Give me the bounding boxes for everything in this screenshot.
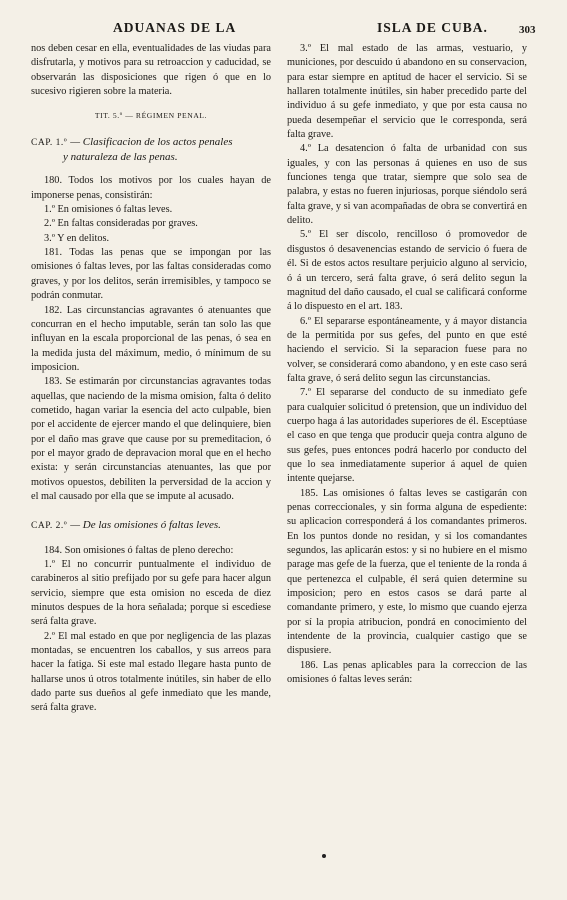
left-column	[31, 42, 271, 716]
article-182: 182. Las circunstancias agravantes ó atenuantes que concurran en el hecho imputable, serán tan solo las que influyan en la escala proporcional de las penas, ó sea en la medida justa del máximum, medio, ó mínimum de su imposicion.	[31, 304, 271, 373]
chapter-2-title: — De las omisiones ó faltas leves.	[70, 519, 221, 532]
chapter-1-title-line2: y naturaleza de las penas.	[63, 151, 178, 164]
chapter-2-heading	[31, 518, 271, 533]
chapter-1-title-line1: — Clasificacion de los actos penales	[70, 135, 233, 148]
chapter-2-label: CAP. 2.º	[31, 521, 68, 532]
article-180-item-3: 3.º Y en delitos.	[44, 232, 110, 244]
article-184-item-2: 2.º El mal estado en que por negligencia de las plazas montadas, se encuentren los caballos, y sus arreos para hacer la fatiga. Si este mal estado llegare hasta punto de hallarse unos ú otros totalmente inútiles, sin haber de ello dado parte sus dueños al gefe inmediato que les mande, será falta grave.	[31, 630, 271, 714]
article-181: 181. Todas las penas que se impongan por las omisiones ó faltas leves, por las faltas consideradas como graves, y por los delitos, serán irremisibles, y tampoco se podrán conmutar.	[31, 247, 271, 302]
paragraph-continuation: nos deben cesar en ella, eventualidades de las viudas para disfrutarla, y motivos para su retroaccion y caducidad, se observarán las disposiciones que rigen ó que en lo sucesivo rigieren sobre la materia.	[31, 43, 271, 98]
title-heading: TIT. 5.º — RÉGIMEN PENAL.	[94, 111, 208, 121]
chapter-1-heading	[31, 135, 271, 165]
article-184-item-6: 6.º El separarse espontáneamente, y á mayor distancia de la permitida por sus gefes, del punto en que esté haciendo el servicio. Si la separacion fuese para no volver, se considerará como abandono, y en este caso será falta grave, ó será delito segun las circunstancias.	[287, 315, 527, 384]
article-180-item-2: 2.º En faltas consideradas por graves.	[44, 218, 198, 230]
article-184-item-4: 4.º La desatencion ó falta de urbanidad con sus iguales, y con las personas á quienes en uso de sus funciones tenga que tratar, siempre que solo sea de palabra, y estas no fueren injuriosas, porque siéndolo será falta grave, y si van acompañadas de obra se convertirá en delito.	[287, 143, 527, 227]
article-186: 186. Las penas aplicables para la correccion de las omisiones ó faltas leves serán:	[287, 659, 527, 686]
article-184-item-1: 1.º El no concurrir puntualmente el individuo de carabineros al sitio prefijado por su gefe para hacer algun servicio, siempre que esta omision no esceda de diez minutos despues de la hora señalada; porque si escediese será falta grave.	[31, 559, 271, 628]
article-180-item-1: 1.º En omisiones ó faltas leves.	[44, 204, 173, 216]
right-column	[287, 42, 527, 687]
article-184: 184. Son omisiones ó faltas de pleno derecho:	[44, 544, 234, 556]
running-header-right: ISLA DE CUBA.	[377, 20, 488, 35]
article-180: 180. Todos los motivos por los cuales hayan de imponerse penas, consistirán:	[31, 175, 271, 201]
printer-mark-dot	[322, 854, 326, 858]
page-number: 303	[519, 24, 536, 36]
article-184-item-3: 3.º El mal estado de las armas, vestuario, y municiones, por descuido ú abandono en su conservacion, para estar siempre en aptitud de hacer el servicio. Si se hallaren totalmente inútiles, sin haber precedido parte del individuo á su gefe inmediato, y que por esta causa no pueda desempeñar el servicio que le corresponda, será falta grave.	[287, 43, 527, 141]
running-header-left: ADUANAS DE LA	[113, 20, 237, 35]
article-185: 185. Las omisiones ó faltas leves se castigarán con penas correccionales, y sin forma alguna de espediente: su aplicacion corresponderá á los comandantes primeros. En los puntos donde no residan, y si los comandantes segundos, las aplicarán estos: y si no hubiere en el mismo parage mas gefe de la fuerza, que el teniente de la ronda á que pertenezca el culpable, él será quien determine su imposicion; pero en estos casos se dará parte al comandante primero, y este, lo mismo que cuando ejerza por sí la propia atribucion, pondrá en conocimiento del intendente de la provincia, cualquier castigo que se dispusiere.	[287, 487, 527, 657]
chapter-1-label: CAP. 1.º	[31, 137, 68, 148]
article-184-item-7: 7.º El separarse del conducto de su inmediato gefe para cualquier solicitud ó pretension, que un individuo del cuerpo haga á las autoridades superiores de él. Esceptúase el caso en que tenga que producir queja contra alguno de sus gefes, pues entonces podrá hacerlo por conducto del que lo sea inmediatamente superior á aquel de quien intente quejarse.	[287, 387, 527, 485]
article-184-item-5: 5.º El ser díscolo, rencilloso ó promovedor de disgustos ó desavenencias estando de servicio ó fuera de él. Si de estos actos resultare perjuicio alguno al servicio, ó á un tercero, será falta grave, ó será delito segun la magnitud del daño causado, el cual se calificará conforme á lo dispuesto en el art. 183.	[287, 229, 527, 313]
article-183: 183. Se estimarán por circunstancias agravantes todas aquellas, que naciendo de la misma omision, falta ó delito cometido, hagan variar la esencia del acto culpable, bien por el accidente de ejercer mando el que delinquiere, bien por el daño mas grave que cause por su premeditacion, ó por el mayor grado de depravacion moral que en el hecho exista: y serán circunstancias atenuantes, las que por motivos opuestos, debiliten la perversidad de la accion y el mal causado por ella que se impute al acusado.	[31, 376, 271, 502]
